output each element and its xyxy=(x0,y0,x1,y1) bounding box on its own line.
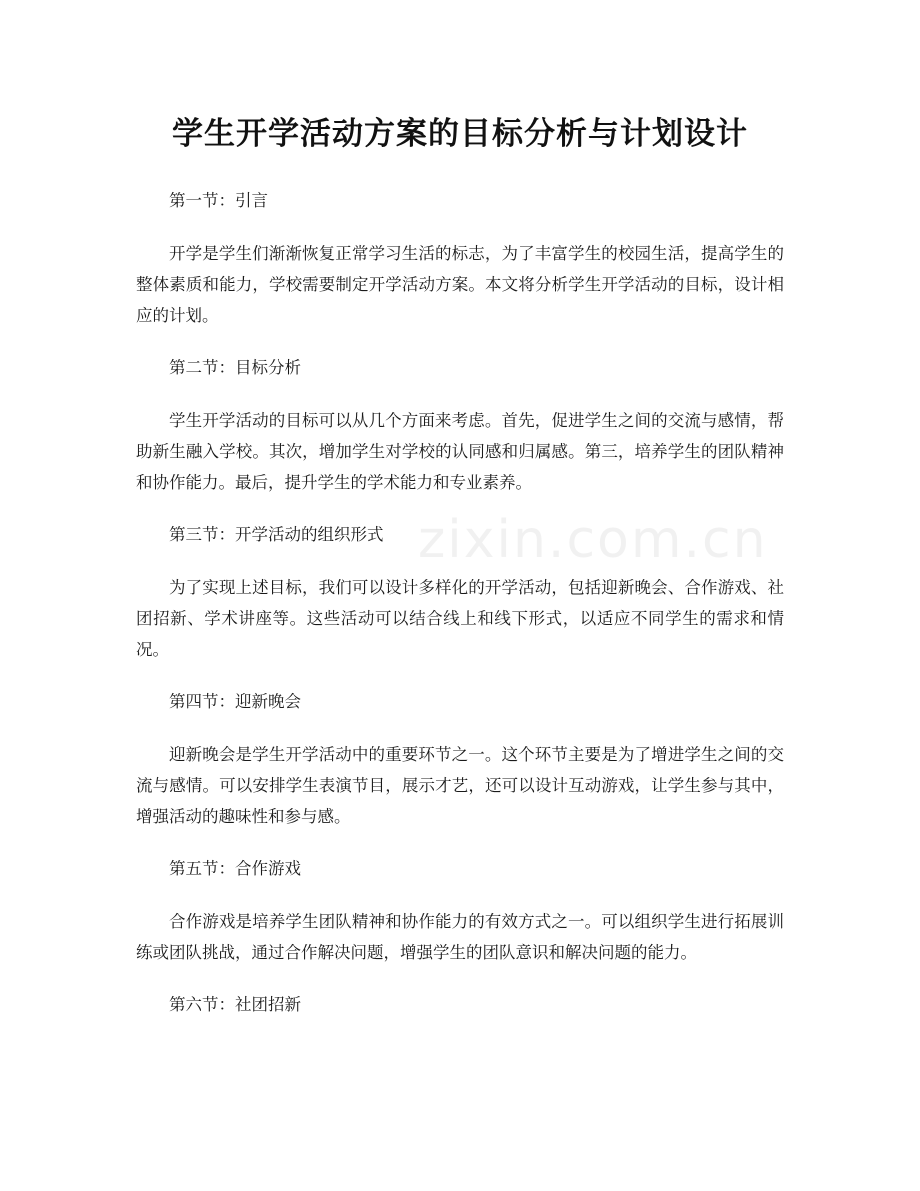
section-paragraph: 为了实现上述目标，我们可以设计多样化的开学活动，包括迎新晚会、合作游戏、社团招新、学术讲座等。这些活动可以结合线上和线下形式，以适应不同学生的需求和情况。 xyxy=(136,578,784,659)
document-body xyxy=(136,186,784,1042)
section-heading: 第四节：迎新晚会 xyxy=(169,692,301,711)
section-heading: 第二节：目标分析 xyxy=(169,358,301,377)
section-paragraph: 开学是学生们渐渐恢复正常学习生活的标志，为了丰富学生的校园生活，提高学生的整体素质和能力，学校需要制定开学活动方案。本文将分析学生开学活动的目标，设计相应的计划。 xyxy=(136,244,784,325)
watermark: zixin.com.cn xyxy=(418,510,768,570)
section-paragraph: 合作游戏是培养学生团队精神和协作能力的有效方式之一。可以组织学生进行拓展训练或团队挑战，通过合作解决问题，增强学生的团队意识和解决问题的能力。 xyxy=(136,912,784,962)
section-heading: 第五节：合作游戏 xyxy=(169,859,301,878)
section-paragraph: 迎新晚会是学生开学活动中的重要环节之一。这个环节主要是为了增进学生之间的交流与感情。可以安排学生表演节目，展示才艺，还可以设计互动游戏，让学生参与其中，增强活动的趣味性和参与感。 xyxy=(136,745,784,826)
document-title: 学生开学活动方案的目标分析与计划设计 xyxy=(172,116,748,152)
section-heading: 第一节：引言 xyxy=(169,191,268,210)
section-heading: 第六节：社团招新 xyxy=(169,995,301,1014)
section-paragraph: 学生开学活动的目标可以从几个方面来考虑。首先，促进学生之间的交流与感情，帮助新生融入学校。其次，增加学生对学校的认同感和归属感。第三，培养学生的团队精神和协作能力。最后，提升学生的学术能力和专业素养。 xyxy=(136,411,784,492)
section-heading: 第三节：开学活动的组织形式 xyxy=(169,525,384,544)
